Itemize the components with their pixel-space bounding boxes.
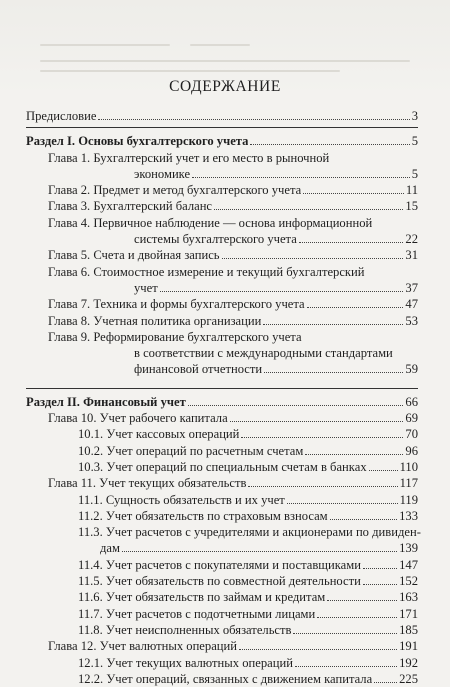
toc-entry-10-3: 10.3. Учет операций по специальным счетам в банках 110 [78,459,418,474]
divider [26,127,418,128]
toc-entry-ch6-line1: Глава 6. Стоимостное измерение и текущий бухгалтерский [48,264,365,279]
toc-entry-11-8: 11.8. Учет неисполненных обязательств 185 [78,622,418,637]
toc-entry-11-7: 11.7. Учет расчетов с подотчетными лицами 171 [78,606,418,621]
toc-entry-11-3-line1: 11.3. Учет расчетов с учредителями и акционерами по дивиден- [78,525,421,540]
toc-entry-ch6: учет 37 [134,280,418,295]
toc-entry-ch12: Глава 12. Учет валютных операций 191 [48,639,418,654]
toc-entry-ch9-line1: Глава 9. Реформирование бухгалтерского учета [48,329,302,344]
toc-entry-ch2: Глава 2. Предмет и метод бухгалтерского учета 11 [48,183,418,198]
page-title: СОДЕРЖАНИЕ [169,78,281,95]
entry-page: 5 [411,134,418,149]
toc-entry-12-2: 12.2. Учет операций, связанных с движением капитала 225 [78,671,418,686]
toc-entry-11-3: дам 139 [100,541,418,556]
toc-entry-ch1: экономике 5 [134,166,418,181]
toc-entry-preface [26,108,418,124]
section-title: Раздел II. Финансовый учет [26,394,186,409]
toc-entry-ch5: Глава 5. Счета и двойная запись 31 [48,248,418,263]
table-of-contents [26,108,421,687]
toc-entry-ch8: Глава 8. Учетная политика организации 53 [48,313,418,328]
toc-entry-11-5: 11.5. Учет обязательств по совместной деятельности 152 [78,574,418,589]
toc-entry-ch11: Глава 11. Учет текущих обязательств 117 [48,476,418,491]
toc-entry-10-2: 10.2. Учет операций по расчетным счетам 96 [78,443,418,458]
toc-entry-ch1-line1: Глава 1. Бухгалтерский учет и его место в рыночной [48,150,330,165]
toc-section-2: Раздел II. Финансовый учет 66 [26,394,418,409]
divider [26,388,418,389]
toc-entry-ch7: Глава 7. Техника и формы бухгалтерского учета 47 [48,297,418,312]
toc-entry-ch10: Глава 10. Учет рабочего капитала 69 [48,411,418,426]
toc-entry-ch4: системы бухгалтерского учета 22 [134,232,418,247]
toc-entry-ch4-line1: Глава 4. Первичное наблюдение — основа информационной [48,215,373,230]
entry-page: 3 [411,109,418,123]
toc-entry-11-1: 11.1. Сущность обязательств и их учет 119 [78,492,418,507]
toc-entry-10-1: 10.1. Учет кассовых операций 70 [78,427,418,442]
toc-entry-11-4: 11.4. Учет расчетов с покупателями и поставщиками 147 [78,557,418,572]
toc-entry-ch9-line2: в соответствии с международными стандартами [134,346,393,361]
toc-section-1 [26,133,418,149]
toc-entry-12-1: 12.1. Учет текущих валютных операций 192 [78,655,418,670]
toc-entry-ch9: финансовой отчетности 59 [134,362,418,377]
toc-entry-ch3: Глава 3. Бухгалтерский баланс 15 [48,199,418,214]
entry-title: Предисловие [26,109,97,123]
section-title: Раздел I. Основы бухгалтерского учета [26,134,249,149]
toc-entry-11-2: 11.2. Учет обязательств по страховым взносам 133 [78,508,418,523]
toc-entry-11-6: 11.6. Учет обязательств по займам и кредитам 163 [78,590,418,605]
